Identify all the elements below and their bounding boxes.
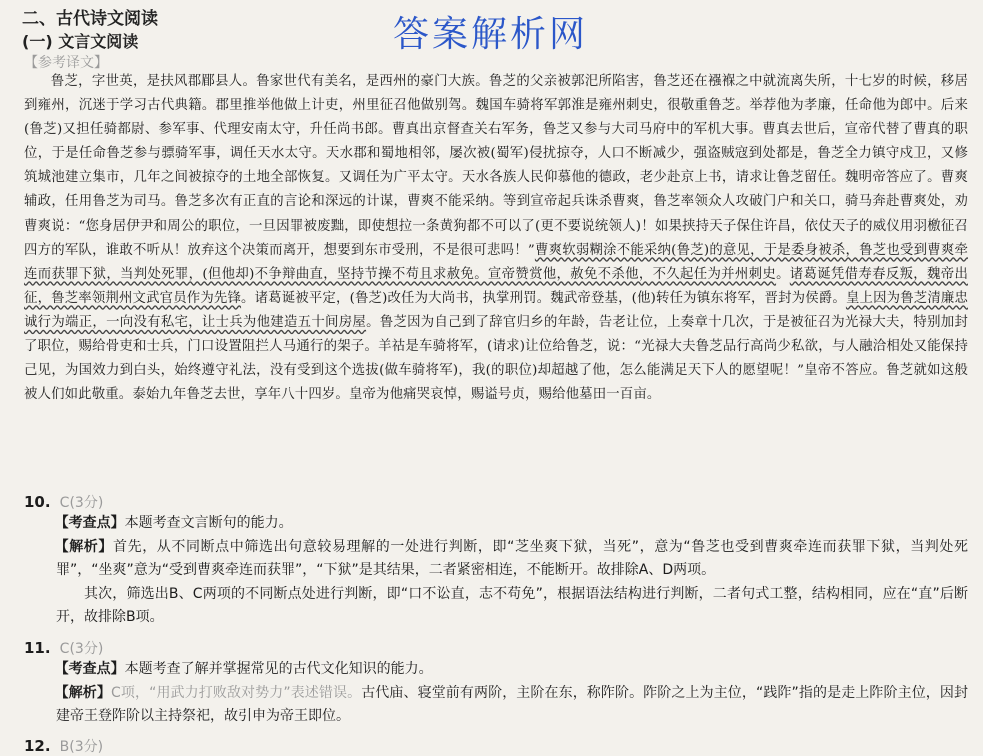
section-title: 二、古代诗文阅读 [22,9,158,29]
translation-text: 。鲁芝因为自己到了辞官归乡的年龄，告老让位，上奏章十几次，于是被征召为光禄大夫，特别加封了职位，赐给骨吏和士兵，门口设置阻拦人马通行的架子。羊祜是车骑将军，(请求)让位给鲁芝，说：“光禄大夫鲁芝品行高尚少私欲，与人融洽相处又能保持己见，为国效力到白头，始终遵守礼法，没有受到这个选拔(做车骑将军)，我(的职位)却超越了他，怎么能满足天下人的愿望呢！”皇帝不答应。鲁芝就如这般被人们如此敬重。泰始九年鲁芝去世，享年八十四岁。皇帝为他痛哭哀悼，赐谥号贞，赐给他墓田一百亩。 [24,314,968,403]
question-answer: C(3分) [59,641,104,657]
translation-underlined-text: 诸葛诞凭借寿春反叛，魏帝出征，鲁芝率领荆州文武官员作为先锋 [24,266,968,306]
exam-point-tag: 【考查点】 [54,515,125,531]
analysis [24,536,968,583]
exam-point [24,658,968,682]
question-header [24,492,968,512]
question-answer: B(3分) [59,739,104,755]
question-number: 12. [24,737,51,755]
exam-point-text: 本题考查了解并掌握常见的古代文化知识的能力。 [124,661,433,677]
analysis-text: 首先，从不同断点中筛选出句意较易理解的一处进行判断，即“芝坐爽下狱，当死”，意为“鲁芝也受到曹爽牵连而获罪下狱，当判处死罪”，“坐爽”意为“受到曹爽牵连而获罪”，“下狱”是其结果，二者紧密相连，不能断开。故排除A、D两项。 [56,538,968,578]
watermark: 答案解析网 [393,14,589,55]
question-10 [24,492,968,630]
translation-text: 。诸葛诞被平定，(鲁芝)改任为大尚书，执掌刑罚。魏武帝登基，(他)转任为镇东将军，晋封为侯爵。 [241,290,846,306]
question-header [24,638,968,658]
analysis-tag: 【解析】 [54,684,112,701]
analysis [24,682,968,729]
translation-text: 鲁芝，字世英，是扶风郡郿县人。鲁家世代有美名，是西州的豪门大族。鲁芝的父亲被郭汜所陷害，鲁芝还在襁褓之中就流离失所，十七岁的时候，移居到雍州，沉迷于学习古代典籍。郡里推举他做上计吏，州里征召他做别驾。魏国车骑将军郭淮是雍州刺史，很敬重鲁芝。举荐他为孝廉，任命他为郎中。后来(鲁芝)又担任骑都尉、参军事、代理安南太守，升任尚书郎。曹真出京督查关右军务，鲁芝又参与大司马府中的军机大事。曹真去世后，宣帝代替了曹真的职位，于是任命鲁芝参与骠骑军事，调任天水太守。天水郡和蜀地相邻，屡次被(蜀军)侵扰掠夺，人口不断减少，强盗贼寇到处都是，鲁芝全力镇守戍卫，又修筑城池建立集市，几年之间被掠夺的土地全部恢复。又调任为广平太守。天水各族人民仰慕他的德政，老少赴京上书，请求让鲁芝留任。魏明帝答应了。曹爽辅政，任用鲁芝为司马。鲁芝多次有正直的言论和深远的计谋，曹爽不能采纳。等到宣帝起兵诛杀曹爽，鲁芝率领众人攻破门户和关口，骑马奔赴曹爽处，劝曹爽说：“您身居伊尹和周公的职位，一旦因罪被废黜，即使想拉一条黄狗都不可以了(更不要说统领人)！如果挟持天子保住许昌，依仗天子的威仪用羽檄征召四方的军队，谁敢不听从！放弃这个决策而离开，想要到东市受刑，不是很可悲吗！” [24,74,968,258]
question-12 [24,736,968,756]
analysis-text: 古代庙、寝堂前有两阶，主阶在东，称阼阶。阼阶之上为主位，“践阼”指的是走上阼阶主位，因封建帝王登阼阶以主持祭祀，故引申为帝王即位。 [56,684,969,724]
analysis-tag: 【解析】 [54,538,113,555]
question-11 [24,638,968,729]
exam-point-tag: 【考查点】 [54,661,125,677]
question-answer: C(3分) [59,495,104,511]
exam-point-text: 本题考查文言断句的能力。 [124,515,293,531]
translation-text: 。 [776,266,790,282]
question-number: 10. [24,493,51,511]
question-number: 11. [24,639,51,657]
translation-underlined-text: 曹爽软弱糊涂不能采纳(鲁芝)的意见，于是委身被杀，鲁芝也受到曹爽牵连而获罪下狱，当判处死罪，(但他却)不争辩曲直，坚持节操不苟且求赦免。宣帝赞赏他，赦免不杀他，不久起任为并州刺史 [24,242,968,282]
reference-translation [24,70,968,407]
translation-underlined-text: 皇上因为鲁芝清廉忠诚行为端正，一向没有私宅，让士兵为他建造五十间房屋 [24,290,968,330]
reference-label: 【参考译文】 [24,55,108,71]
analysis-continued: 其次，筛选出B、C两项的不同断点处进行判断，即“口不讼直，志不苟免”，根据语法结构进行判断，二者句式工整，结构相同，应在“直”后断开，故排除B项。 [56,585,968,625]
analysis-wrong-option: C项，“用武力打败敌对势力”表述错误。 [111,684,362,701]
exam-point [24,512,968,536]
subsection-title: (一) 文言文阅读 [22,32,139,51]
